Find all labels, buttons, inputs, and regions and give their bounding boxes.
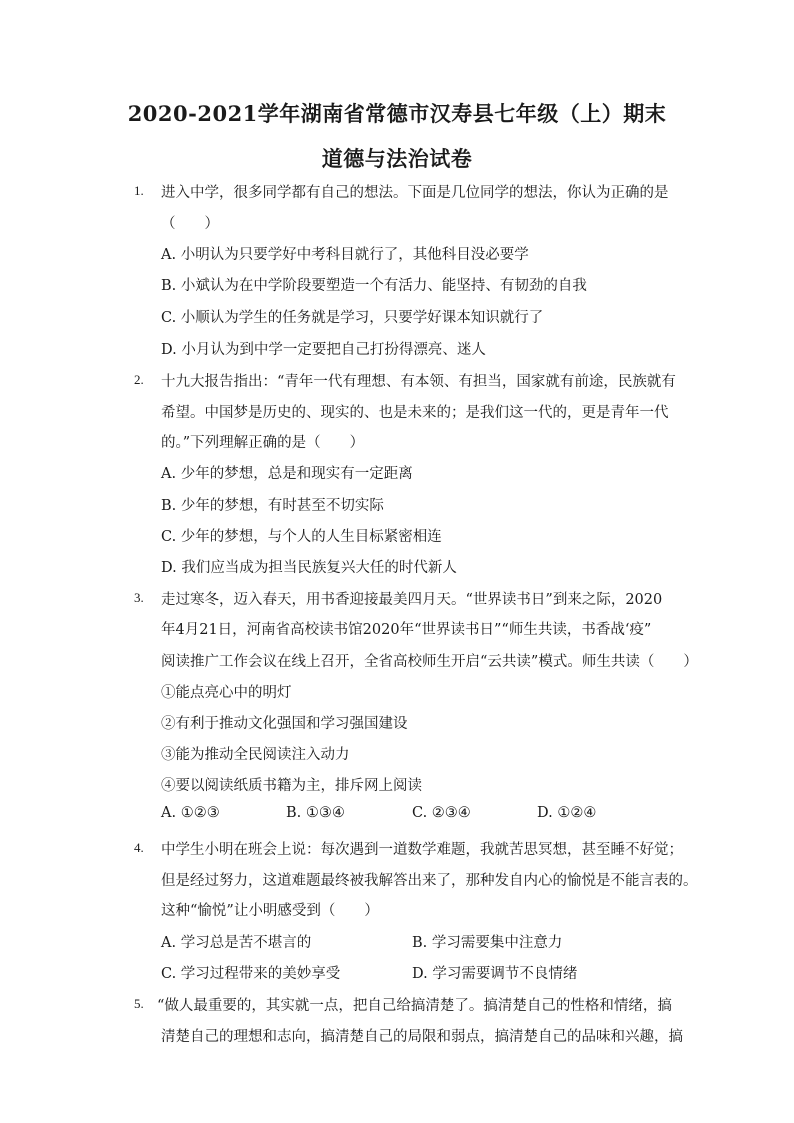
question-stem: 中学生小明在班会上说：每次遇到一道数学难题，我就苦思冥想，甚至睡不好觉； [161,842,683,858]
question-stem: 进入中学，很多同学都有自己的想法。下面是几位同学的想法，你认为正确的是 [161,185,669,201]
question-stem: 走过寒冬，迈入春天，用书香迎接最美四月天。“世界读书日”到来之际，2020 [161,592,663,608]
question-number: 2. [134,372,144,387]
option-d: D. 学习需要调节不良情绪 [412,966,578,982]
option-b: B. 学习需要集中注意力 [412,935,563,951]
question-stem: 清楚自己的理想和志向，搞清楚自己的局限和弱点，搞清楚自己的品味和兴趣，搞 [161,1029,683,1045]
option-d: D. 我们应当成为担当民族复兴大任的时代新人 [161,560,457,576]
question-stem: （ ） [161,216,219,232]
question-number: 1. [134,183,144,198]
statement-1: ①能点亮心中的明灯 [161,685,292,701]
statement-3: ③能为推动全民阅读注入动力 [161,747,350,763]
question-stem: 年4月21日，河南省高校读书馆2020年“世界读书日”“师生共读，书香战‘疫” [161,622,652,638]
question-stem: 这种“愉悦”让小明感受到（ ） [161,903,379,919]
option-a: A. 少年的梦想，总是和现实有一定距离 [161,466,413,482]
option-a: A. 学习总是苦不堪言的 [161,935,312,951]
statement-4: ④要以阅读纸质书籍为主，排斥网上阅读 [161,778,422,794]
option-b: B. ①③④ [286,805,345,821]
question-stem: “做人最重要的，其实就一点，把自己给搞清楚了。搞清楚自己的性格和情绪，搞 [157,998,672,1014]
option-a: A. ①②③ [161,805,220,821]
exam-title-line1: 2020-2021学年湖南省常德市汉寿县七年级（上）期末 [127,101,667,126]
question-stem: 希望。中国梦是历史的、现实的、也是未来的；是我们这一代的，更是青年一代 [161,405,669,421]
option-c: C. 少年的梦想，与个人的人生目标紧密相连 [161,529,442,545]
exam-title-line2: 道德与法治试卷 [321,146,473,171]
question-number: 3. [134,590,144,605]
question-number: 4. [134,840,144,855]
question-number: 5. [134,996,144,1011]
option-d: D. 小月认为到中学一定要把自己打扮得漂亮、迷人 [161,342,486,358]
option-a: A. 小明认为只要学好中考科目就行了，其他科目没必要学 [161,247,529,263]
option-b: B. 少年的梦想，有时甚至不切实际 [161,498,384,514]
question-stem: 阅读推广工作会议在线上召开，全省高校师生开启“云共读”模式。师生共读（ ） [161,654,698,670]
question-stem: 但是经过努力，这道难题最终被我解答出来了，那种发自内心的愉悦是不能言表的。 [161,873,698,889]
statement-2: ②有利于推动文化强国和学习强国建设 [161,716,408,732]
option-c: C. ②③④ [412,805,471,821]
option-c: C. 小顺认为学生的任务就是学习，只要学好课本知识就行了 [161,310,544,326]
option-c: C. 学习过程带来的美妙享受 [161,966,341,982]
option-b: B. 小斌认为在中学阶段要塑造一个有活力、能坚持、有韧劲的自我 [161,278,587,294]
option-d: D. ①②④ [537,805,597,821]
question-stem: 十九大报告指出：“青年一代有理想、有本领、有担当，国家就有前途，民族就有 [161,374,676,390]
question-stem: 的。”下列理解正确的是（ ） [161,435,365,451]
